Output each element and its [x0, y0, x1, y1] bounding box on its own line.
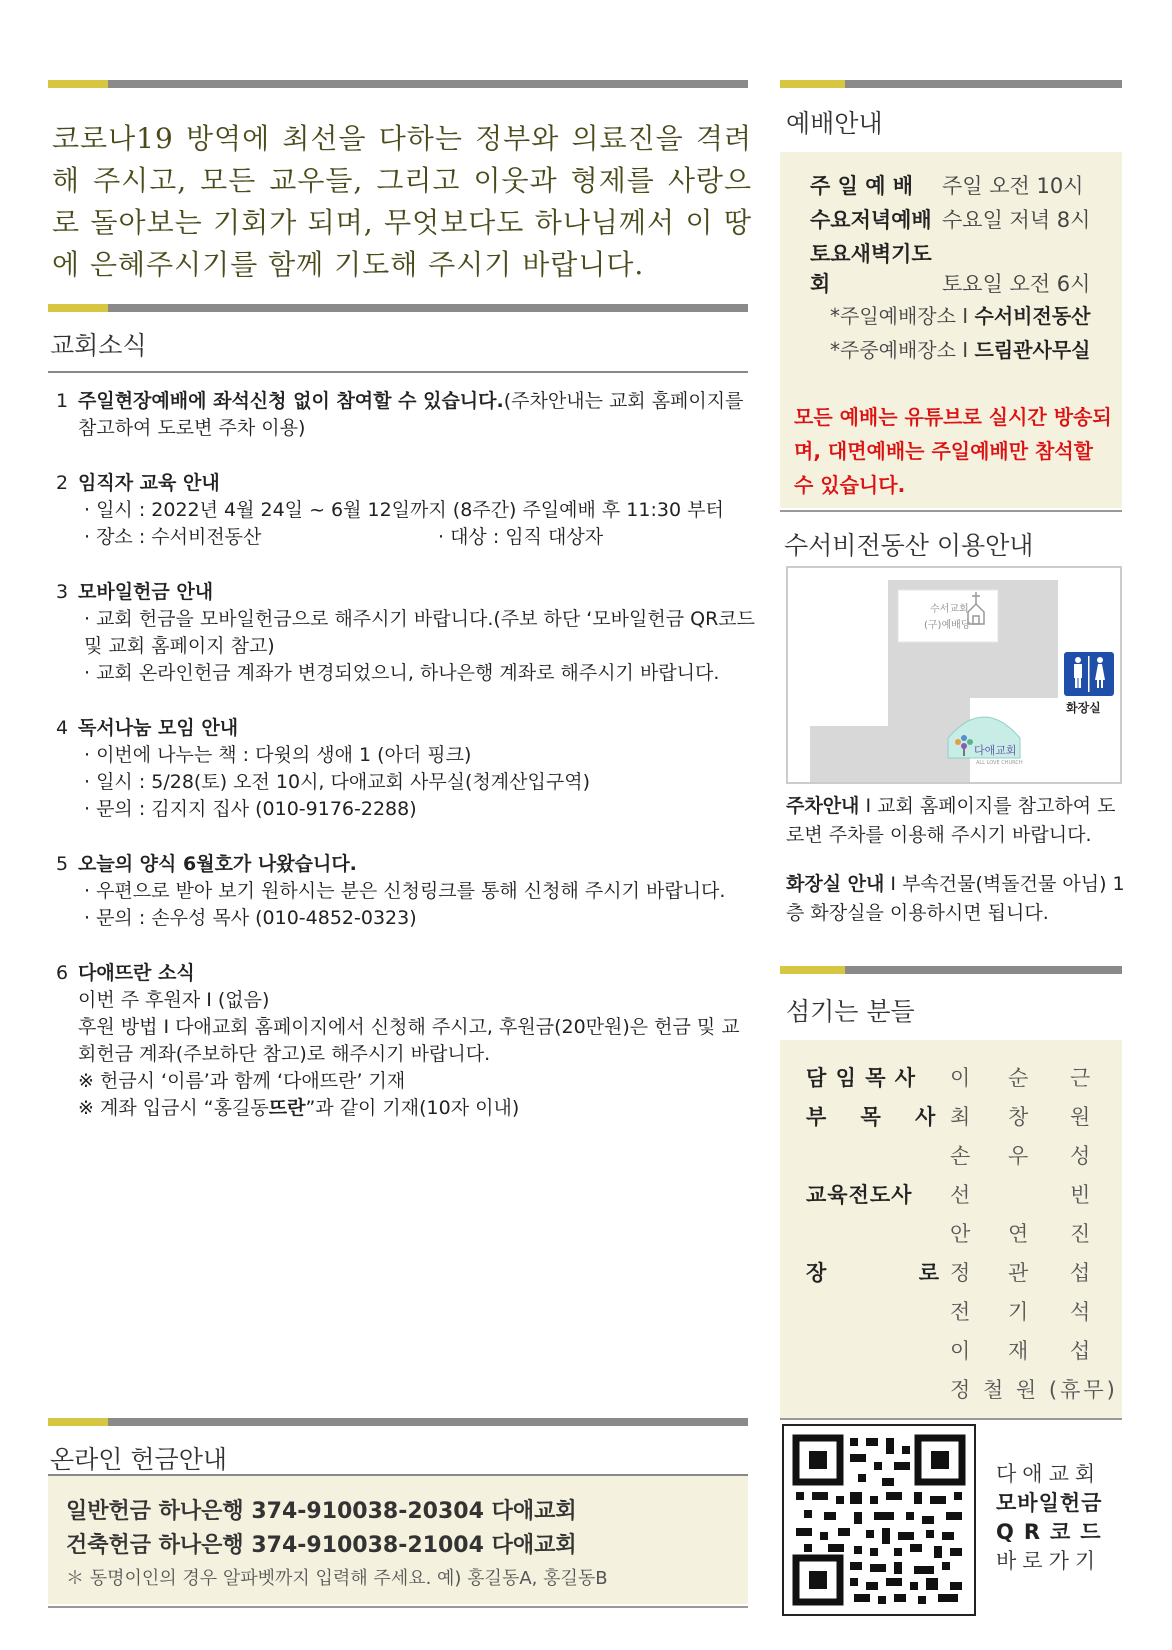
item-line: ※ 헌금시 ‘이름’과 함께 ‘다애뜨란’ 기재	[78, 1070, 406, 1092]
worship-name: 주 일 예 배	[810, 174, 914, 198]
place-value: 수서비전동산	[974, 304, 1091, 328]
church-label: 다애교회	[974, 744, 1017, 757]
item-text: ※ 계좌 입금시 “홍길동	[78, 1097, 269, 1119]
item-place: · 장소 : 수서비전동산	[84, 526, 262, 548]
servant-row	[780, 1101, 1122, 1131]
qr-caption	[996, 1460, 1111, 1576]
old-chapel-building	[898, 590, 998, 642]
worship-divider	[780, 510, 1122, 512]
online-note: ＊ 동명이인의 경우 알파벳까지 입력해 주세요. 예) 홍길동A, 홍길동B	[66, 1568, 608, 1589]
servant-char: 이	[950, 1339, 971, 1363]
worship-row	[810, 238, 1090, 298]
top-left-bar	[48, 80, 748, 88]
item-line	[78, 524, 756, 551]
servant-char: 원	[1070, 1105, 1091, 1129]
item-target: · 대상 : 임직 대상자	[438, 526, 604, 548]
servant-char: 정	[950, 1261, 971, 1285]
servant-char: 재	[1008, 1339, 1029, 1363]
item-line: · 일시 : 2022년 4월 24일 ~ 6월 12일까지 (8주간) 주일예배 후 11:30 부터	[84, 499, 724, 521]
item-line	[78, 1095, 756, 1122]
place-label: *주일예배장소 I	[830, 304, 975, 328]
item-line: · 문의 : 손우성 목사 (010-4852-0323)	[84, 907, 417, 929]
qr-code-icon	[784, 1426, 974, 1614]
item-number: 3	[56, 581, 69, 603]
news-item-2	[56, 470, 756, 551]
servant-row	[780, 1218, 1122, 1248]
servant-role: 교육전도사	[806, 1183, 913, 1207]
map-title: 수서비전동산 이용안내	[784, 531, 1034, 560]
parking-text: I 교회 홈페이지를 참고하여 도로변 주차를 이용해 주시기 바랍니다.	[786, 795, 1116, 846]
servant-char: 기	[1008, 1300, 1029, 1324]
servant-row	[780, 1179, 1122, 1209]
qr-caption-line: QR코드	[996, 1520, 1111, 1544]
servant-char: 손	[950, 1144, 971, 1168]
item-line: · 문의 : 김지지 집사 (010-9176-2288)	[84, 798, 417, 820]
item-line: · 교회 헌금을 모바일헌금으로 해주시기 바랍니다.(주보 하단 ‘모바일헌금 QR코드 및 교회 홈페이지 참고)	[84, 608, 755, 657]
item-line: · 일시 : 5/28(토) 오전 10시, 다애교회 사무실(청계산입구역)	[84, 771, 590, 793]
online-title: 온라인 헌금안내	[50, 1445, 227, 1474]
news-bar	[48, 304, 748, 312]
servant-char: 창	[1008, 1105, 1029, 1129]
servant-row	[780, 1374, 1122, 1404]
general-offering-account: 일반헌금 하나은행 374-910038-20304 다애교회	[66, 1499, 577, 1524]
worship-row	[810, 204, 1090, 234]
place-label: *주중예배장소 I	[830, 338, 975, 362]
worship-name: 수요저녁예배	[810, 208, 932, 232]
item-heading: 주일현장예배에 좌석신청 없이 참여할 수 있습니다.	[78, 390, 504, 412]
servant-row	[780, 1062, 1122, 1092]
servant-char: 전	[950, 1300, 971, 1324]
map-drawing	[788, 568, 1120, 782]
servant-char: 최	[950, 1105, 971, 1129]
servant-role: 부 목 사	[806, 1105, 937, 1129]
item-text-bold: 뜨란	[268, 1097, 306, 1119]
worship-notice: 모든 예배는 유튜브로 실시간 방송되며, 대면예배는 주일예배만 참석할 수 있습니다.	[794, 405, 1112, 497]
item-text: (주차안내는 교회 홈페이지를 참고하여 도로변 주차 이용)	[78, 390, 744, 439]
online-bottom-divider	[48, 1606, 748, 1608]
servant-row	[780, 1296, 1122, 1326]
item-heading: 다애뜨란 소식	[78, 962, 195, 984]
news-item-3	[56, 579, 756, 687]
servant-row	[780, 1335, 1122, 1365]
servant-char: 연	[1008, 1222, 1029, 1246]
item-heading: 모바일헌금 안내	[78, 581, 214, 603]
servant-name-on-leave: 정 철 원 (휴무)	[950, 1378, 1118, 1402]
news-item-6	[56, 960, 756, 1122]
servant-char: 안	[950, 1222, 971, 1246]
building-offering-account: 건축헌금 하나은행 374-910038-21004 다애교회	[66, 1533, 577, 1558]
servant-char: 진	[1070, 1222, 1091, 1246]
servant-char: 섭	[1070, 1261, 1091, 1285]
servant-char: 빈	[1070, 1183, 1091, 1207]
servant-char: 관	[1008, 1261, 1029, 1285]
worship-box	[780, 152, 1122, 508]
worship-time: 수요일 저녁 8시	[942, 208, 1091, 232]
news-item-4	[56, 715, 756, 823]
item-number: 4	[56, 717, 69, 739]
item-text: ”과 같이 기재(10자 이내)	[305, 1097, 520, 1119]
servant-char: 순	[1008, 1066, 1029, 1090]
item-heading: 임직자 교육 안내	[78, 472, 220, 494]
worship-title: 예배안내	[786, 109, 883, 138]
place-value: 드림관사무실	[974, 338, 1091, 362]
item-number: 5	[56, 853, 69, 875]
worship-place-sunday	[830, 300, 1090, 329]
item-number: 2	[56, 472, 69, 494]
mobile-offering-qr-code[interactable]	[782, 1424, 976, 1616]
news-item-1	[56, 388, 756, 442]
qr-caption-line: 다애교회	[996, 1462, 1102, 1486]
servants-bar	[780, 966, 1122, 974]
restroom-info	[786, 870, 1126, 928]
worship-row	[810, 170, 1084, 200]
item-line: · 이번에 나누는 책 : 다윗의 생애 1 (아더 핑크)	[84, 744, 472, 766]
news-title: 교회소식	[50, 331, 147, 360]
item-heading: 오늘의 양식 6월호가 나왔습니다.	[78, 853, 357, 875]
item-line: 이번 주 후원자 I (없음)	[78, 989, 270, 1011]
worship-name: 토요새벽기도회	[810, 242, 932, 296]
online-bar	[48, 1418, 748, 1426]
item-heading: 독서나눔 모임 안내	[78, 717, 239, 739]
servant-row	[780, 1257, 1122, 1287]
servant-char: 성	[1070, 1144, 1091, 1168]
servant-char: 섭	[1070, 1339, 1091, 1363]
servant-char: 근	[1070, 1066, 1091, 1090]
top-right-bar	[780, 80, 1122, 88]
parking-info	[786, 792, 1126, 850]
restroom-info-label: 화장실 안내	[786, 873, 885, 895]
servant-char: 석	[1070, 1300, 1091, 1324]
servant-row	[780, 1140, 1122, 1170]
intro-prayer-text: 코로나19 방역에 최선을 다하는 정부와 의료진을 격려해 주시고, 모든 교우들, 그리고 이웃과 형제를 사랑으로 돌아보는 기회가 되며, 무엇보다도 하나님께서 이 땅에 은혜주시기를 함께 기도해 주시기 바랍니다.	[52, 122, 752, 281]
servant-char: 선	[950, 1183, 971, 1207]
servant-char: 우	[1008, 1144, 1029, 1168]
worship-place-weekday	[830, 334, 1090, 363]
servants-box	[780, 1040, 1122, 1418]
news-divider	[48, 371, 748, 373]
facility-map	[786, 566, 1122, 784]
item-number: 1	[56, 390, 69, 412]
servant-role: 장 로	[806, 1261, 940, 1285]
servants-divider	[780, 1418, 1122, 1420]
church-sublabel: ALL LOVE CHURCH	[976, 760, 1023, 766]
worship-time: 주일 오전 10시	[942, 174, 1084, 198]
restroom-info-text: I 부속건물(벽돌건물 아님) 1층 화장실을 이용하시면 됩니다.	[786, 873, 1125, 924]
old-chapel-sublabel: (구)예배당	[924, 620, 971, 631]
worship-time: 토요일 오전 6시	[942, 272, 1091, 296]
item-line: · 교회 온라인헌금 계좌가 변경되었으니, 하나은행 계좌로 해주시기 바랍니다.	[84, 662, 720, 684]
restroom-label: 화장실	[1066, 701, 1101, 715]
item-line: 후원 방법 I 다애교회 홈페이지에서 신청해 주시고, 후원금(20만원)은 헌금 및 교회헌금 계좌(주보하단 참고)로 해주시기 바랍니다.	[78, 1016, 740, 1065]
parking-label: 주차안내	[786, 795, 860, 817]
qr-caption-line: 모바일헌금	[996, 1491, 1103, 1515]
news-item-5	[56, 851, 756, 932]
item-number: 6	[56, 962, 69, 984]
news-list	[56, 388, 756, 1150]
online-offering-box	[48, 1476, 748, 1604]
servant-role: 담 임 목 사	[806, 1066, 917, 1090]
item-line: · 우편으로 받아 보기 원하시는 분은 신청링크를 통해 신청해 주시기 바랍니다.	[84, 880, 726, 902]
servants-title: 섬기는 분들	[786, 997, 915, 1026]
qr-caption-line: 바로가기	[996, 1549, 1102, 1573]
old-chapel-label: 수서교회	[930, 604, 969, 615]
servant-char: 이	[950, 1066, 971, 1090]
